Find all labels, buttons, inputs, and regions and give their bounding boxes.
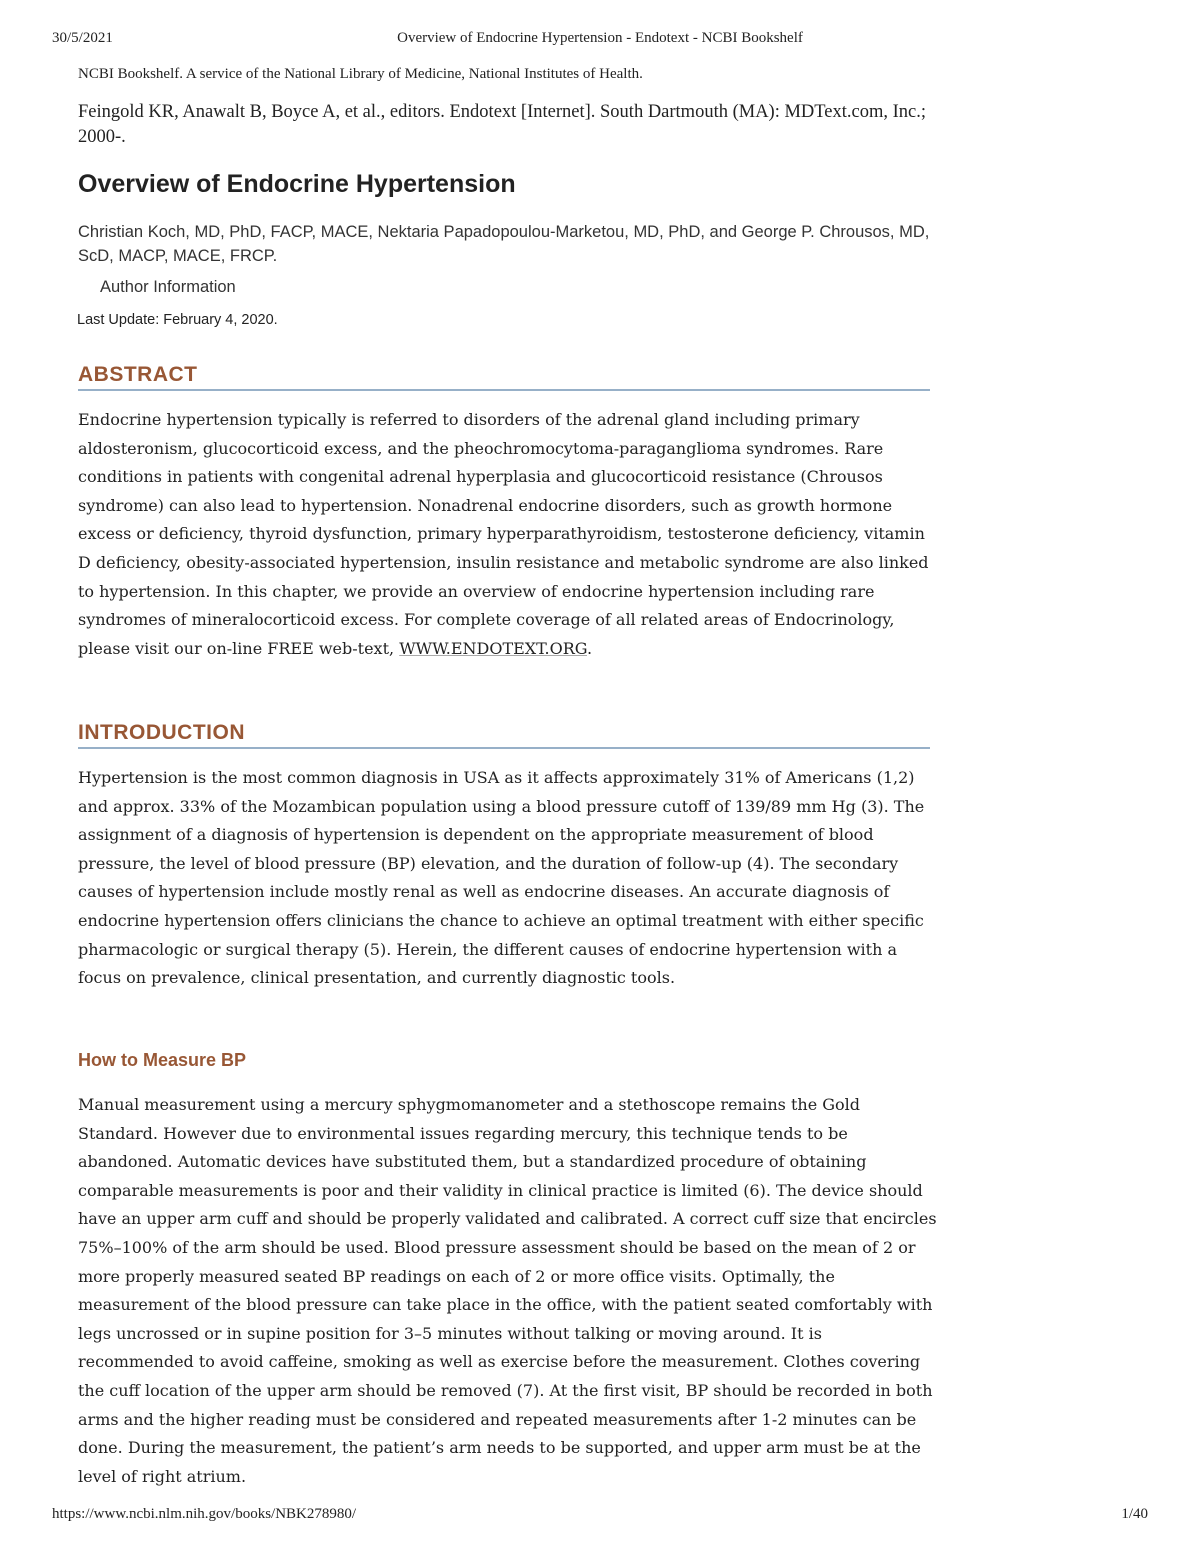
print-page-number: 1/40 xyxy=(1121,1506,1148,1522)
measure-bp-text: Manual measurement using a mercury sphygmomanometer and a stethoscope remains the Gold Standard. However due to environmental issues regarding mercury, this technique tends to be abandoned. Automatic devices have substituted them, but a standardized procedure of obtaining comparable measurements is poor and their validity in clinical practice is limited (6). The device should have an upper arm cuff and should be properly validated and calibrated. A correct cuff size that encircles 75%–100% of the arm should be used. Blood pressure assessment should be based on the mean of 2 or more properly measured seated BP readings on each of 2 or more office visits. Optimally, the measurement of the blood pressure can take place in the office, with the patient seated comfortably with legs uncrossed or in supine position for 3–5 minutes without talking or moving around. It is recommended to avoid caffeine, smoking as well as exercise before the measurement. Clothes covering the cuff location of the upper arm should be removed (7). At the first visit, BP should be recorded in both arms and the higher reading must be considered and repeated measurements after 1-2 minutes can be done. During the measurement, the patient’s arm needs to be supported, and upper arm must be at the level of right atrium. xyxy=(78,1095,937,1486)
author-information-toggle[interactable]: Author Information xyxy=(100,278,236,296)
print-footer xyxy=(52,1506,1148,1526)
print-date: 30/5/2021 xyxy=(52,30,113,46)
citation: Feingold KR, Anawalt B, Boyce A, et al., editors. Endotext [Internet]. South Dartmouth (MA): MDText.com, Inc.; 2000-. xyxy=(78,102,927,147)
measure-bp-heading: How to Measure BP xyxy=(78,1050,247,1070)
authors: Christian Koch, MD, PhD, FACP, MACE, Nektaria Papadopoulou-Marketou, MD, PhD, and George P. Chrousos, MD, ScD, MACP, MACE, FRCP. xyxy=(78,223,930,265)
abstract-end-punct: . xyxy=(586,638,593,658)
introduction-heading: INTRODUCTION xyxy=(78,720,930,749)
abstract-text xyxy=(78,406,938,663)
last-update: Last Update: February 4, 2020. xyxy=(77,312,278,328)
page-title: Overview of Endocrine Hypertension xyxy=(78,170,516,198)
print-url: https://www.ncbi.nlm.nih.gov/books/NBK278980/ xyxy=(52,1506,357,1522)
print-header xyxy=(52,30,1148,50)
abstract-heading: ABSTRACT xyxy=(78,362,930,391)
print-page-title: Overview of Endocrine Hypertension - Endotext - NCBI Bookshelf xyxy=(397,30,803,46)
ncbi-bookshelf-notice: NCBI Bookshelf. A service of the National Library of Medicine, National Institutes of Health. xyxy=(78,66,643,82)
introduction-text: Hypertension is the most common diagnosis in USA as it affects approximately 31% of Americans (1,2) and approx. 33% of the Mozambican population using a blood pressure cutoff of 139/89 mm Hg (3). The assignment of a diagnosis of hypertension is dependent on the appropriate measurement of blood pressure, the level of blood pressure (BP) elevation, and the duration of follow-up (4). The secondary causes of hypertension include mostly renal as well as endocrine diseases. An accurate diagnosis of endocrine hypertension offers clinicians the chance to achieve an optimal treatment with either specific pharmacologic or surgical therapy (5). Herein, the different causes of endocrine hypertension with a focus on prevalence, clinical presentation, and currently diagnostic tools. xyxy=(78,768,925,988)
endotext-link[interactable]: WWW.ENDOTEXT.ORG xyxy=(399,638,587,658)
abstract-body: Endocrine hypertension typically is referred to disorders of the adrenal gland including primary aldosteronism, glucocorticoid excess, and the pheochromocytoma-paraganglioma syndromes. Rare conditions in patients with congenital adrenal hyperplasia and glucocorticoid resistance (Chrousos syndrome) can also lead to hypertension. Nonadrenal endocrine disorders, such as growth hormone excess or deficiency, thyroid dysfunction, primary hyperparathyroidism, testosterone deficiency, vitamin D deficiency, obesity-associated hypertension, insulin resistance and metabolic syndrome are also linked to hypertension. In this chapter, we provide an overview of endocrine hypertension including rare syndromes of mineralocorticoid excess. For complete coverage of all related areas of Endocrinology, please visit our on-line FREE web-text, xyxy=(78,410,929,658)
